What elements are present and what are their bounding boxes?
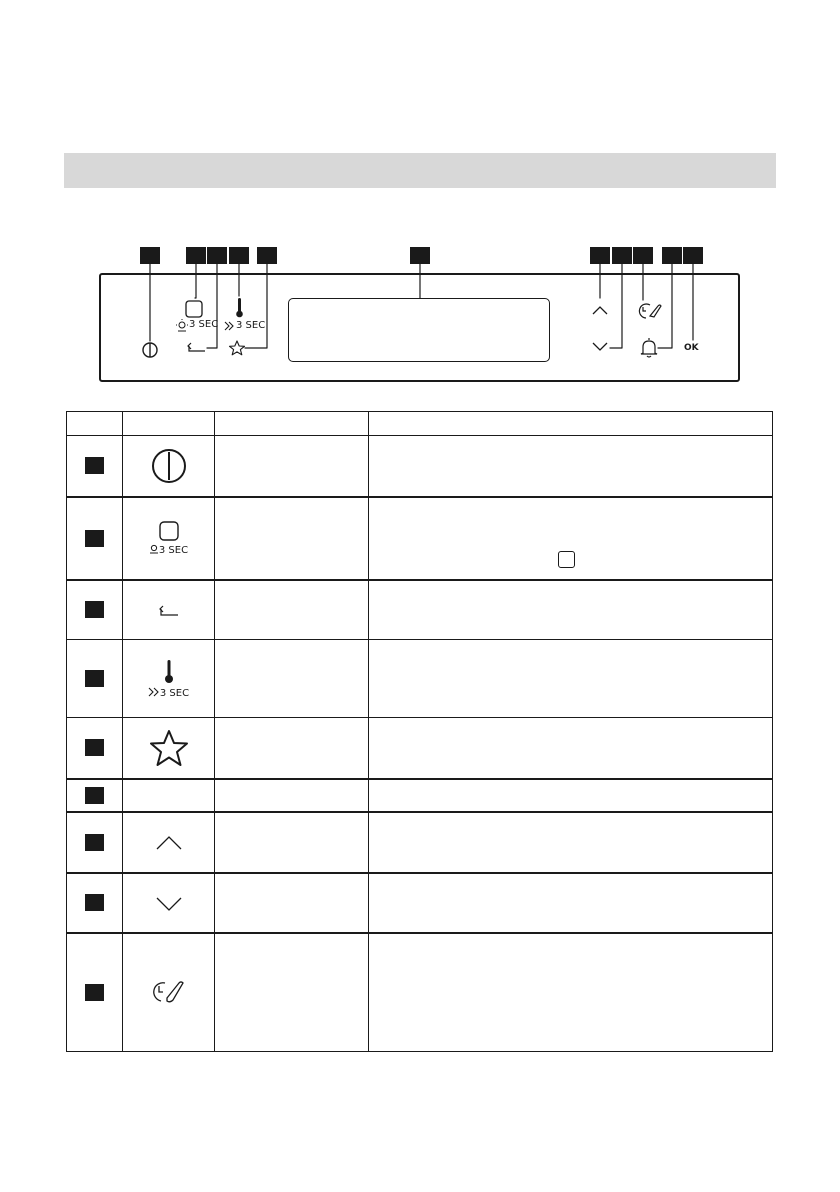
table-row [67, 873, 773, 933]
table-row [67, 497, 773, 580]
fast-3sec-label: 3 SEC [236, 320, 266, 331]
fast-heat-icon [225, 322, 233, 330]
back-arrow-icon [158, 604, 180, 618]
row-number-box [85, 739, 104, 756]
table-row [67, 436, 773, 497]
table-row [67, 933, 773, 1052]
light-square-icon [159, 521, 179, 541]
fast-3sec-label: 3 SEC [159, 687, 190, 699]
table-row [67, 812, 773, 873]
row-number-box [85, 834, 104, 851]
table-row [67, 640, 773, 718]
light-square-icon [186, 301, 202, 317]
fast-heat-icon [148, 687, 160, 697]
leader-lines [0, 0, 840, 400]
table-row [67, 718, 773, 779]
row-number-box [85, 601, 104, 618]
light-3sec-label: 3 SEC [158, 544, 189, 556]
down-chevron-icon [155, 896, 183, 912]
square-icon [558, 551, 575, 568]
bell-icon [641, 338, 657, 357]
clock-pen-icon [149, 979, 189, 1005]
thermometer-icon [236, 298, 243, 317]
row-number-box [85, 670, 104, 687]
power-icon [149, 446, 189, 486]
row-number-box [85, 457, 104, 474]
light-3sec-label: 3 SEC [189, 319, 219, 330]
row-number-box [85, 984, 104, 1001]
table-row [67, 580, 773, 640]
back-arrow-icon [188, 343, 205, 351]
row-number-box [85, 894, 104, 911]
bulb-icon [149, 543, 159, 554]
bulb-icon [176, 319, 188, 331]
thermometer-icon [163, 659, 175, 685]
star-icon [149, 729, 189, 767]
table-row [67, 779, 773, 812]
controls-table [66, 411, 773, 1052]
up-chevron-icon [593, 307, 607, 314]
power-icon [143, 343, 157, 357]
control-panel-diagram [0, 0, 840, 400]
header-symbol [123, 412, 215, 436]
star-icon [230, 341, 245, 355]
row-number-box [85, 787, 104, 804]
header-function [215, 412, 369, 436]
row-number-box [85, 530, 104, 547]
up-chevron-icon [155, 835, 183, 851]
ok-label: OK [684, 343, 699, 353]
clock-pen-icon [639, 304, 661, 318]
down-chevron-icon [593, 343, 607, 350]
header-description [369, 412, 773, 436]
header-number [67, 412, 123, 436]
table-header-row [67, 412, 773, 436]
